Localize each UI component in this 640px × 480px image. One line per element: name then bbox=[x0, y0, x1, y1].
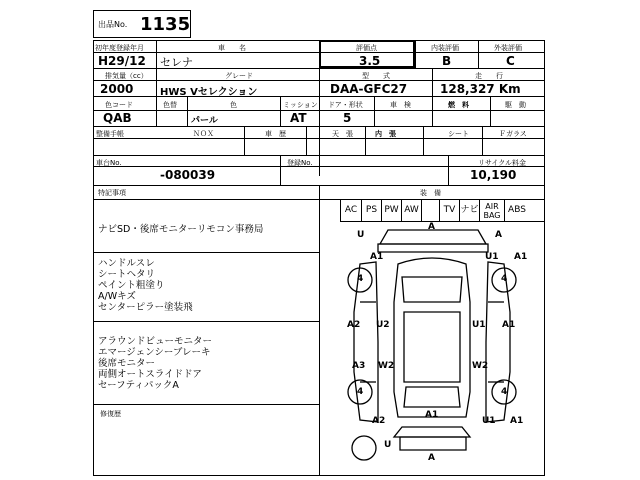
displacement: 2000 bbox=[100, 82, 134, 96]
damage-mark-rear-u1: U1 bbox=[482, 416, 496, 426]
interior-label: 内装評価 bbox=[431, 44, 459, 52]
note-item: シートヘタリ bbox=[98, 269, 156, 280]
exterior-grade: C bbox=[506, 54, 515, 68]
manual-label: 整備手帳 bbox=[96, 130, 124, 138]
equipment-air-bag: AIR BAG bbox=[479, 200, 504, 221]
damage-mark-rear-left-a3: A3 bbox=[352, 361, 366, 371]
damage-mark-rear-right-w2: W2 bbox=[472, 361, 489, 371]
drive-label: 駆 動 bbox=[505, 101, 526, 109]
color-change-label: 色替 bbox=[163, 101, 177, 109]
damage-mark-front-a: A bbox=[428, 222, 435, 232]
chassis-label: 車台No. bbox=[96, 159, 122, 167]
fuel-label: 燃 料 bbox=[448, 101, 469, 109]
nox-label: ＮＯＸ bbox=[193, 130, 214, 138]
mission-label: ミッション bbox=[283, 101, 318, 109]
model-label: 型 式 bbox=[362, 72, 390, 80]
equipment-ナビ: ナビ bbox=[459, 200, 479, 221]
recycle-label: リサイクル料金 bbox=[478, 159, 527, 167]
damage-mark-mid-left-u2: U2 bbox=[376, 320, 390, 330]
interior-grade: B bbox=[442, 54, 452, 68]
note-item: 両側オートスライドドア bbox=[98, 369, 202, 380]
damage-mark-front-right-u1: U1 bbox=[485, 252, 499, 262]
car-name-label: 車 名 bbox=[218, 44, 246, 52]
equipment-ps: PS bbox=[361, 200, 381, 221]
damage-mark-mid-right-u1: U1 bbox=[472, 320, 486, 330]
glass-label: Ｆガラス bbox=[499, 130, 527, 138]
damage-mark-tire-rl: 4 bbox=[357, 387, 364, 397]
damage-mark-front-right-a: A bbox=[495, 230, 502, 240]
color-code: QAB bbox=[103, 111, 132, 125]
equipment-aw: AW bbox=[401, 200, 421, 221]
equipment-tv: TV bbox=[439, 200, 459, 221]
equipment-abs: ABS bbox=[504, 200, 529, 221]
score-label: 評価点 bbox=[356, 44, 377, 52]
repair-history-label: 修復歴 bbox=[100, 410, 121, 418]
doors: 5 bbox=[343, 111, 352, 125]
damage-mark-rear-left-w2: W2 bbox=[378, 361, 395, 371]
score: 3.5 bbox=[359, 54, 381, 68]
grade: HWS Vセレクション bbox=[160, 87, 258, 98]
damage-mark-front-right-a1: A1 bbox=[514, 252, 528, 262]
car-name: セレナ bbox=[160, 56, 193, 69]
cc-label: 排気量（cc） bbox=[105, 72, 148, 80]
color: パール bbox=[191, 116, 218, 126]
seat-label: シート bbox=[448, 130, 469, 138]
damage-mark-tire-fr: 4 bbox=[501, 274, 508, 284]
damage-mark-rear-a1: A1 bbox=[425, 410, 439, 420]
year-label: 初年度登録年月 bbox=[95, 44, 144, 52]
chassis-number: -080039 bbox=[160, 168, 216, 182]
note-item: ペイント粗塗り bbox=[98, 280, 165, 291]
color-label: 色 bbox=[230, 101, 237, 109]
note-item: センターピラー塗装飛 bbox=[98, 302, 193, 313]
color-code-label: 色コード bbox=[105, 101, 133, 109]
equipment-pw: PW bbox=[381, 200, 401, 221]
doors-label: ドア・形状 bbox=[328, 101, 363, 109]
note-item: A/Wキズ bbox=[98, 291, 136, 302]
damage-mark-rear-right-a1: A1 bbox=[510, 416, 524, 426]
exterior-label: 外装評価 bbox=[494, 44, 522, 52]
lot-label: 出品No. bbox=[98, 20, 128, 29]
roof-label: 天 張 bbox=[332, 130, 353, 138]
history-label: 車 歴 bbox=[265, 130, 286, 138]
damage-mark-tire-rr: 4 bbox=[501, 387, 508, 397]
transmission: AT bbox=[290, 111, 307, 125]
notes-title: 特記事項 bbox=[98, 189, 126, 197]
note-item: セーフティパックA bbox=[98, 380, 179, 391]
damage-mark-front-left-a1: A1 bbox=[370, 252, 384, 262]
note-item: アラウンドビューモニター bbox=[98, 336, 213, 347]
interior-tension-label: 内 張 bbox=[375, 130, 396, 138]
damage-mark-rear-bottom-a: A bbox=[428, 453, 435, 463]
damage-mark-mid-left-a2: A2 bbox=[347, 320, 361, 330]
model-code: DAA-GFC27 bbox=[330, 82, 408, 96]
lot-number: 1135 bbox=[140, 14, 191, 35]
mileage: 128,327 Km bbox=[440, 82, 521, 96]
registration-label: 登録No. bbox=[287, 159, 313, 167]
damage-mark-spare-u: U bbox=[384, 440, 392, 450]
note-line-1: ナビSD・後席モニターリモコン事務局 bbox=[98, 224, 264, 235]
first-registration: H29/12 bbox=[98, 54, 146, 68]
inspection-label: 車 検 bbox=[390, 101, 411, 109]
equipment-title: 装 備 bbox=[420, 189, 441, 197]
grade-label: グレード bbox=[225, 72, 253, 80]
note-item: ハンドルスレ bbox=[98, 258, 155, 269]
note-item: 後席モニター bbox=[98, 358, 156, 369]
damage-mark-rear-left-a2: A2 bbox=[372, 416, 386, 426]
damage-mark-mid-right-a1: A1 bbox=[502, 320, 516, 330]
damage-mark-front-u: U bbox=[357, 230, 365, 240]
damage-mark-tire-fl: 4 bbox=[357, 274, 364, 284]
note-item: エマージェンシーブレーキ bbox=[98, 347, 211, 358]
equipment-ac: AC bbox=[340, 200, 361, 221]
mileage-label: 走 行 bbox=[475, 72, 503, 80]
recycle-fee: 10,190 bbox=[470, 168, 517, 182]
